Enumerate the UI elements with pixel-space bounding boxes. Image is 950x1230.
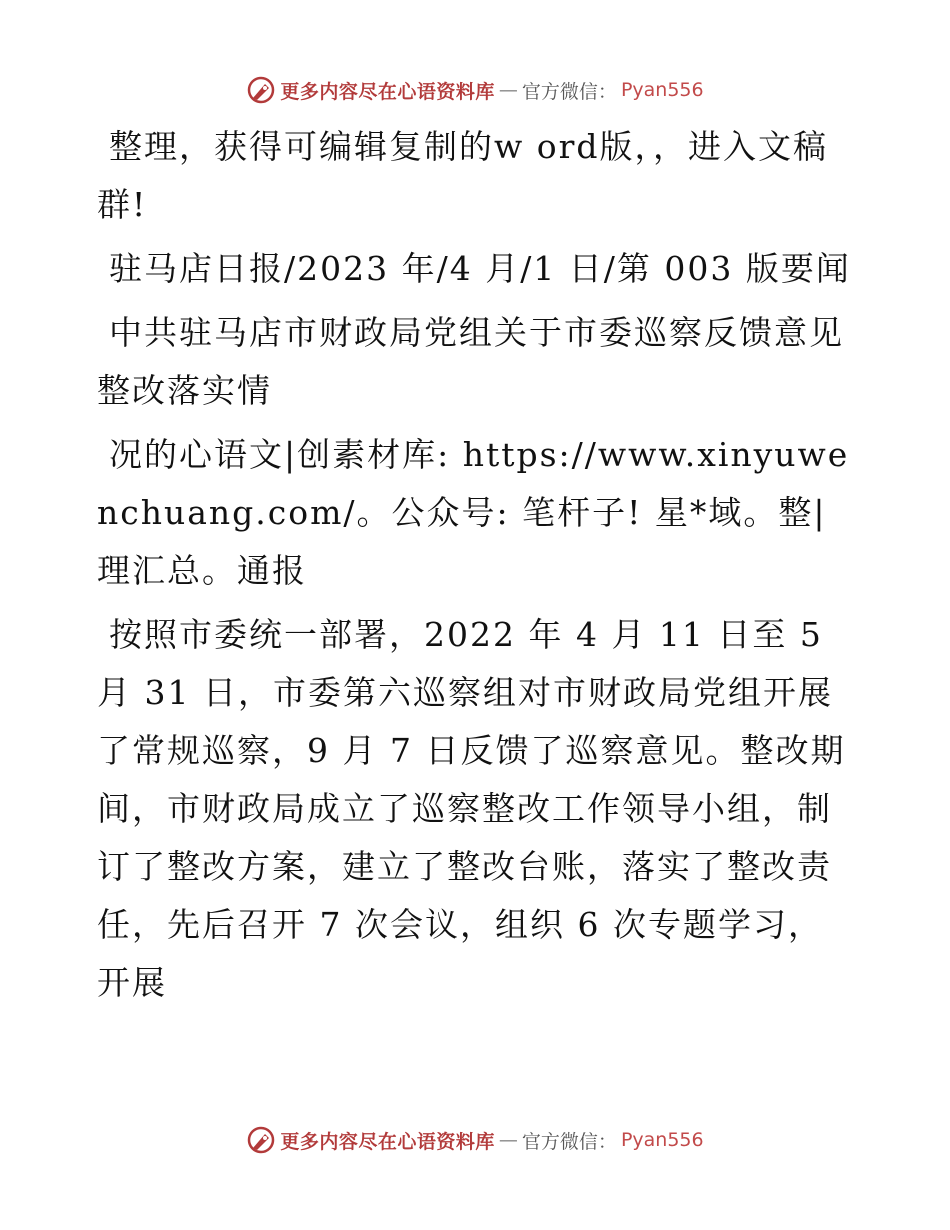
watermark-separator: — (498, 79, 518, 101)
watermark-wechat-id: Pyan556 (620, 1129, 704, 1151)
document-paragraph: 驻马店日报/2023 年/4 月/1 日/第 003 版要闻 (109, 249, 851, 288)
document-paragraph: 中共驻马店市财政局党组关于市委巡察反馈意见整改落实情 (97, 313, 844, 410)
pen-nib-circle-icon (246, 1125, 276, 1155)
watermark-wechat-label: 官方微信： (521, 80, 617, 103)
document-paragraph: 况的心语文|创素材库: https://www.xinyuwenchuang.com/。公众号: 笔杆子! 星*域。整|理汇总。通报 (97, 435, 850, 590)
document-paragraph: 按照市委统一部署，2022 年 4 月 11 日至 5 月 31 日，市委第六巡察组对市财政局党组开展了常规巡察，9 月 7 日反馈了巡察意见。整改期间，市财政局成立了巡察整改工作领导小组，制订了整改方案，建立了整改台账，落实了整改责任，先后召开 7 次会议，组织 6 次专题学习，开展 (97, 615, 846, 1002)
document-body (97, 118, 857, 1018)
watermark-wechat-id: Pyan556 (620, 79, 704, 101)
watermark-wechat-label: 官方微信： (521, 1130, 617, 1153)
document-paragraph: 整理，获得可编辑复制的w ord版，，进入文稿群! (97, 127, 829, 224)
watermark-separator: — (498, 1129, 518, 1151)
footer-watermark (0, 1120, 950, 1160)
watermark-site-text: 更多内容尽在心语资料库 (280, 1130, 495, 1153)
watermark-site-text: 更多内容尽在心语资料库 (280, 80, 495, 103)
header-watermark (0, 70, 950, 110)
pen-nib-circle-icon (246, 75, 276, 105)
